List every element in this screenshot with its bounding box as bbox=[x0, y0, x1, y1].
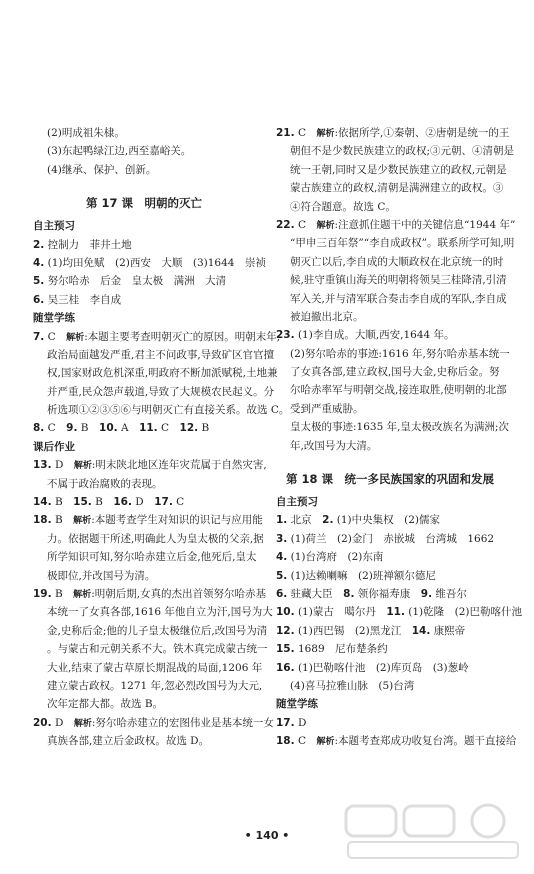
left-line bbox=[33, 142, 255, 160]
answer-text: 尔哈赤率军与明朝交战,接连取胜,使明朝的北部 bbox=[290, 384, 507, 397]
page-number: • 140 • bbox=[244, 829, 290, 842]
question-number: 13. bbox=[33, 459, 52, 472]
answer-text: (4)继承、保护、创新。 bbox=[47, 163, 157, 176]
question-number: 8. bbox=[33, 422, 45, 435]
analysis-mark: 解析 bbox=[316, 129, 335, 139]
right-line bbox=[276, 271, 507, 289]
answer-text: D bbox=[51, 459, 74, 472]
spacer bbox=[276, 455, 504, 465]
answer-text: D bbox=[131, 496, 155, 509]
answer-text: 真族各部,建立后金政权。故选 D。 bbox=[47, 735, 210, 748]
left-line bbox=[33, 640, 268, 658]
right-line bbox=[276, 511, 504, 529]
right-line bbox=[276, 622, 504, 640]
answer-text: 1689 尼布楚条约 bbox=[294, 643, 388, 656]
left-line bbox=[33, 383, 275, 401]
left-line bbox=[33, 161, 255, 179]
right-column bbox=[276, 124, 523, 751]
analysis-mark: 解析 bbox=[73, 589, 92, 600]
question-number: 18. bbox=[276, 735, 295, 748]
answer-text: C bbox=[44, 330, 67, 343]
answer-text: (1)蒙古 噶尔丹 bbox=[294, 606, 387, 619]
answer-text: 政治局面越发严重,君主不问政事,导致矿区官官擅 bbox=[47, 348, 275, 361]
question-number: 5. bbox=[33, 275, 45, 288]
question-number: 12. bbox=[179, 422, 199, 435]
lesson-heading: 第 17 课 明朝的灭亡 bbox=[85, 196, 202, 211]
answer-text: C bbox=[172, 496, 185, 509]
left-line bbox=[33, 530, 264, 548]
left-line bbox=[33, 622, 268, 640]
right-line bbox=[276, 381, 507, 399]
answer-text: A bbox=[117, 422, 140, 435]
left-line bbox=[33, 236, 255, 254]
left-line bbox=[33, 346, 275, 364]
right-line bbox=[276, 659, 504, 677]
left-line bbox=[33, 475, 255, 493]
answer-text: :明朝后期,女真的杰出首领努尔哈赤基 bbox=[91, 587, 267, 600]
question-number: 19. bbox=[33, 587, 52, 600]
left-line bbox=[33, 328, 281, 346]
answer-text: 吴三桂 李自成 bbox=[44, 293, 122, 306]
answer-text: 大业,结束了蒙古草原长期混战的局面,1206 年 bbox=[47, 661, 263, 674]
answer-text: 年,改国号为大清。 bbox=[290, 439, 378, 452]
right-line bbox=[276, 198, 504, 216]
answer-text: 不属于政治腐败的表现。 bbox=[47, 477, 163, 490]
answer-text: (1)巴勒喀什池 (2)库页岛 (3)葱岭 bbox=[294, 661, 469, 674]
analysis-mark: 解析 bbox=[73, 516, 92, 527]
answer-text: :依据所学,①秦朝、②唐朝是统一的王 bbox=[334, 127, 510, 139]
right-line bbox=[276, 326, 504, 344]
answer-text: 朝灭亡以后,李自成的大顺政权在北京统一的时 bbox=[290, 255, 504, 268]
analysis-mark: 解析 bbox=[316, 220, 335, 231]
left-line bbox=[33, 677, 263, 695]
answer-text: 候,驻守重镇山海关的明朝将领吴三桂降清,引清 bbox=[290, 274, 507, 287]
answer-text: (1)荷兰 (2)金门 赤嵌城 台湾城 1662 bbox=[287, 532, 495, 545]
answer-text: (2)努尔哈赤的事迹:1616 年,努尔哈赤基本统一 bbox=[290, 347, 510, 360]
lesson-heading: 第 18 课 统一多民族国家的巩固和发展 bbox=[285, 472, 494, 487]
answer-text: 驻藏大臣 bbox=[287, 587, 344, 600]
answer-text: C bbox=[294, 127, 317, 139]
left-line bbox=[33, 511, 263, 529]
answer-text: C bbox=[294, 735, 317, 748]
answer-text: 蒙古族建立的政权,清朝是满洲建立的政权。③ bbox=[290, 182, 504, 195]
answer-text: 努尔哈赤 后金 皇太极 满洲 大清 bbox=[44, 275, 227, 288]
left-line bbox=[33, 493, 255, 511]
analysis-mark: 解析 bbox=[66, 332, 85, 343]
answer-text: :注意抓住题干中的关键信息“1944 年” bbox=[334, 218, 516, 231]
answer-text: 次年定都大都。故选 B。 bbox=[47, 698, 164, 711]
question-number: 9. bbox=[420, 587, 433, 600]
question-number: 20. bbox=[33, 716, 52, 729]
right-line bbox=[276, 677, 504, 695]
analysis-mark: 解析 bbox=[316, 737, 335, 748]
question-number: 22. bbox=[276, 218, 295, 231]
left-line bbox=[33, 585, 267, 603]
answer-text: 受到严重威胁。 bbox=[290, 402, 364, 415]
answer-text: (1)李自成。大顺,西安,1644 年。 bbox=[294, 329, 455, 342]
section-heading: 随堂学练 bbox=[276, 698, 318, 711]
answer-text: 极即位,并改国号为清。 bbox=[47, 569, 156, 582]
right-line bbox=[276, 530, 504, 548]
analysis-mark: 解析 bbox=[73, 461, 92, 472]
question-number: 14. bbox=[411, 624, 431, 637]
answer-text: 权,国家财政危机深重,明政府不断加派赋税,土地兼 bbox=[47, 367, 278, 380]
section-heading: 自主预习 bbox=[33, 220, 75, 233]
answer-text: :明末陕北地区连年灾荒属于自然灾害, bbox=[91, 459, 267, 472]
section-heading: 自主预习 bbox=[276, 496, 318, 509]
question-number: 2. bbox=[322, 514, 334, 527]
left-line bbox=[33, 419, 255, 437]
watermark-logo bbox=[342, 802, 524, 862]
left-line bbox=[33, 124, 255, 142]
section-heading: 随堂学练 bbox=[33, 312, 75, 325]
question-number: 4. bbox=[276, 551, 288, 564]
question-number: 16. bbox=[113, 496, 132, 509]
right-line bbox=[276, 234, 515, 252]
answer-text: 维吾尔 bbox=[432, 587, 467, 600]
answer-text: 被迫撤出北京。 bbox=[290, 310, 364, 323]
answer-text: (3)东起鸭绿江边,西至嘉峪关。 bbox=[47, 145, 192, 158]
left-line bbox=[33, 456, 267, 474]
right-line bbox=[276, 548, 504, 566]
answer-text: :本题考查郑成功收复台湾。题干直接给 bbox=[334, 735, 517, 748]
analysis-mark: 解析 bbox=[73, 718, 92, 729]
right-line bbox=[276, 640, 504, 658]
left-line bbox=[33, 364, 278, 382]
left-line bbox=[33, 567, 255, 585]
answer-text: 析选项①②③⑤⑥与明朝灭亡有直接关系。故选 C。 bbox=[47, 404, 290, 417]
answer-text: C bbox=[44, 422, 67, 435]
right-line bbox=[276, 603, 523, 621]
question-number: 17. bbox=[154, 496, 173, 509]
answer-text: B bbox=[77, 422, 100, 435]
spacer bbox=[33, 179, 255, 189]
answer-text: B bbox=[91, 496, 114, 509]
question-number: 18. bbox=[33, 514, 52, 527]
answer-text: 控制力 菲井土地 bbox=[44, 238, 132, 251]
left-line bbox=[33, 291, 255, 309]
right-line bbox=[276, 400, 504, 418]
answer-text: “甲申三百年祭”“李自成政权”。联系所学可知,明 bbox=[290, 237, 515, 250]
question-number: 5. bbox=[276, 569, 288, 582]
right-line bbox=[276, 732, 517, 750]
right-line bbox=[276, 124, 510, 142]
left-line bbox=[33, 695, 255, 713]
answer-text: 统一王朝,同时又是少数民族建立的政权,元朝是 bbox=[290, 163, 507, 176]
answer-text: C bbox=[157, 422, 180, 435]
right-line bbox=[276, 179, 504, 197]
answer-text: 本统一了女真各部,1616 年他自立为汗,国号为大 bbox=[47, 606, 273, 619]
left-line bbox=[33, 254, 266, 272]
right-line bbox=[276, 345, 510, 363]
answer-text: D bbox=[294, 716, 307, 729]
answer-text: (1)均田免赋 (2)西安 大顺 (3)1644 崇祯 bbox=[44, 256, 266, 269]
answer-text: (2)明成祖朱棣。 bbox=[47, 127, 125, 139]
question-number: 6. bbox=[276, 587, 288, 600]
answer-text: (4)喜马拉雅山脉 (5)台湾 bbox=[290, 679, 415, 692]
right-line bbox=[276, 216, 516, 234]
question-number: 15. bbox=[73, 496, 92, 509]
answer-text: 力。依据题干所述,明确此人为皇太极的父亲,据 bbox=[47, 532, 264, 545]
right-line bbox=[276, 567, 504, 585]
answer-text: C bbox=[294, 218, 317, 231]
right-line bbox=[276, 714, 504, 732]
right-line bbox=[276, 161, 507, 179]
question-number: 1. bbox=[276, 514, 288, 527]
question-number: 11. bbox=[139, 422, 158, 435]
answer-text: 并严重,民众怨声载道,导致了大规模农民起义。分 bbox=[47, 385, 275, 398]
answer-text: 皇太极的事迹:1635 年,皇太极改族名为满洲;次 bbox=[290, 421, 509, 434]
question-number: 15. bbox=[276, 643, 295, 656]
right-line bbox=[276, 142, 515, 160]
answer-text: (1)中央集权 (2)儒家 bbox=[333, 514, 441, 527]
answer-text: 所学知识可知,努尔哈赤建立后金,他死后,皇太 bbox=[47, 551, 257, 564]
answer-text: B bbox=[51, 587, 74, 600]
section-heading: 课后作业 bbox=[33, 440, 75, 453]
question-number: 21. bbox=[276, 127, 295, 139]
answer-text: 领你福寿康 bbox=[354, 587, 421, 600]
left-line bbox=[33, 401, 290, 419]
question-number: 6. bbox=[33, 293, 45, 306]
right-line bbox=[276, 437, 504, 455]
right-line bbox=[276, 363, 504, 381]
answer-text: B bbox=[51, 514, 74, 527]
question-number: 11. bbox=[386, 606, 405, 619]
left-line bbox=[33, 603, 273, 621]
left-line bbox=[33, 548, 255, 566]
answer-text: (1)达赖喇嘛 (2)班禅额尔德尼 bbox=[287, 569, 436, 582]
answer-text: 康熙帝 bbox=[430, 624, 466, 637]
answer-text: 军入关,并与清军联合奏击李自成的军队,李自成 bbox=[290, 292, 507, 305]
answer-text: 北京 bbox=[287, 514, 323, 527]
answer-text: 金,史称后金;他的儿子皇太极继位后,改国号为清 bbox=[47, 624, 268, 637]
right-line bbox=[276, 290, 507, 308]
left-line bbox=[33, 714, 274, 732]
question-number: 7. bbox=[33, 330, 45, 343]
answer-text: ④符合题意。故选 C。 bbox=[290, 200, 396, 213]
question-number: 8. bbox=[343, 587, 355, 600]
answer-text: D bbox=[51, 716, 74, 729]
answer-text: (1)乾隆 (2)巴勒喀什池 bbox=[404, 606, 523, 619]
answer-text: :本题主要考查明朝灭亡的原因。明朝末年, bbox=[84, 330, 281, 343]
question-number: 2. bbox=[33, 238, 45, 251]
answer-text: (1)台湾府 (2)东南 bbox=[287, 551, 384, 564]
question-number: 10. bbox=[99, 422, 118, 435]
question-number: 12. bbox=[276, 624, 295, 637]
right-line bbox=[276, 308, 504, 326]
question-number: 17. bbox=[276, 716, 295, 729]
answer-text: (1)西巴锡 (2)黑龙江 bbox=[294, 624, 412, 637]
answer-text: 朝但不是少数民族建立的政权;③元朝、④清朝是 bbox=[290, 145, 515, 158]
question-number: 3. bbox=[276, 532, 288, 545]
question-number: 23. bbox=[276, 329, 295, 342]
right-line bbox=[276, 418, 509, 436]
right-line bbox=[276, 585, 504, 603]
answer-text: :努尔哈赤建立的宏图伟业是基本统一女 bbox=[91, 716, 274, 729]
left-line bbox=[33, 659, 263, 677]
question-number: 16. bbox=[276, 661, 295, 674]
question-number: 9. bbox=[66, 422, 78, 435]
left-line bbox=[33, 732, 255, 750]
question-number: 14. bbox=[33, 496, 52, 509]
left-line bbox=[33, 272, 255, 290]
answer-text: 建立蒙古政权。1271 年,忽必烈改国号为大元, bbox=[47, 679, 263, 692]
right-line bbox=[276, 253, 504, 271]
answer-text: 。与蒙古和元朝关系不大。铁木真完成蒙古统一 bbox=[47, 643, 268, 656]
answer-text: B bbox=[198, 422, 210, 435]
question-number: 10. bbox=[276, 606, 295, 619]
question-number: 4. bbox=[33, 256, 45, 269]
answer-text: 了女真各部,建立政权,国号大金,史称后金。努 bbox=[290, 366, 500, 379]
answer-text: :本题考查学生对知识的识记与应用能 bbox=[91, 514, 263, 527]
answer-text: B bbox=[51, 496, 74, 509]
